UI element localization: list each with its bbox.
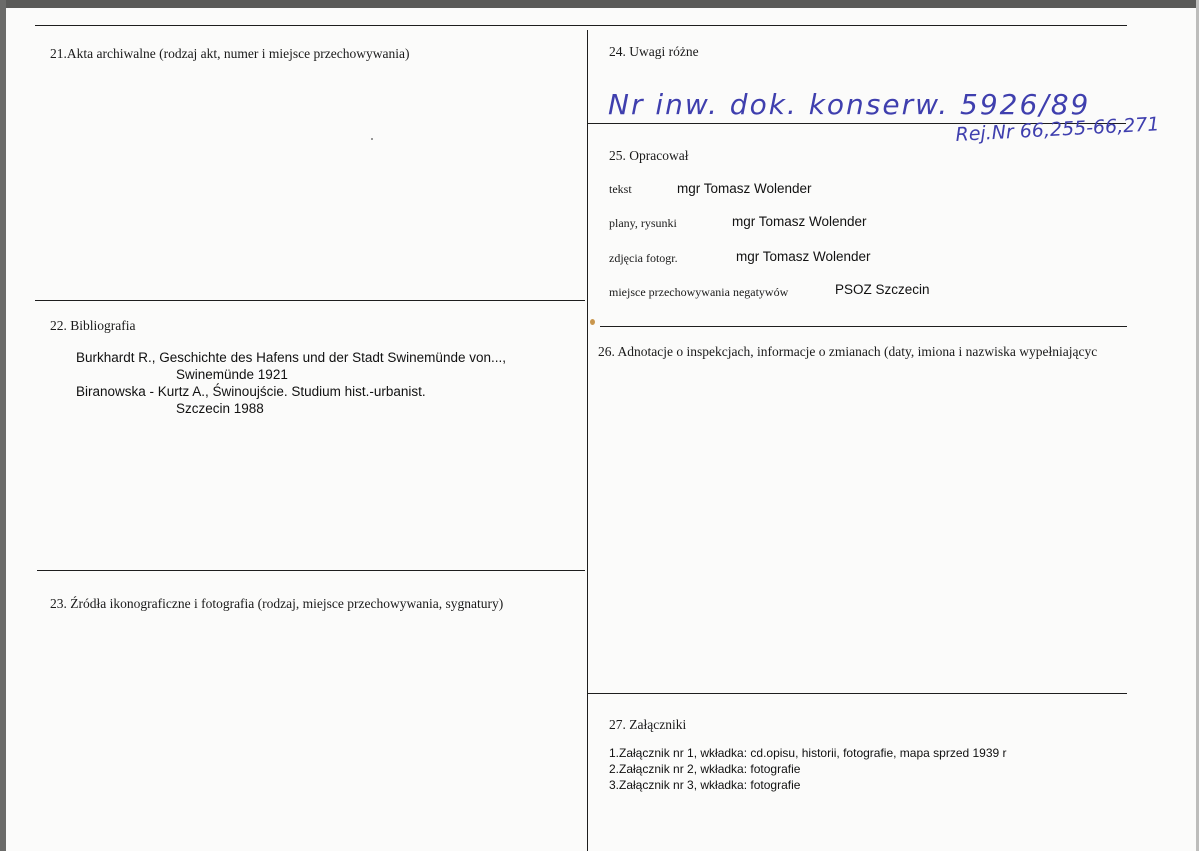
top-border-line [35,25,1127,26]
scan-edge-left [0,0,6,851]
scan-edge-top [0,0,1199,8]
section-27-label: 27. Załączniki [609,717,687,732]
divider-21-22 [35,300,585,301]
author-photos-value: mgr Tomasz Wolender [736,249,871,264]
author-text-label: tekst [609,182,632,196]
handwritten-register-note: Rej.Nr 66,255-66,271 [955,113,1160,146]
section-22-label: 22. Bibliografia [50,318,136,333]
divider-22-23 [37,570,585,571]
author-text-value: mgr Tomasz Wolender [677,181,812,196]
scan-speck [371,138,373,140]
divider-26-27 [588,693,1127,694]
section-25-label: 25. Opracował [609,148,689,163]
author-plans-label: plany, rysunki [609,216,677,230]
bibliography-line: Burkhardt R., Geschichte des Hafens und der Stadt Swinemünde von..., [76,350,506,365]
section-23-label: 23. Źródła ikonograficzne i fotografia (rodzaj, miejsce przechowywania, sygnatury) [50,596,504,611]
attachment-item: 3.Załącznik nr 3, wkładka: fotografie [609,778,801,792]
negatives-location-value: PSOZ Szczecin [835,282,930,297]
divider-25-26 [600,326,1127,327]
handwritten-inventory-note: Nr inw. dok. konserw. 5926/89 [608,88,1091,121]
attachment-item: 1.Załącznik nr 1, wkładka: cd.opisu, historii, fotografie, mapa sprzed 1939 r [609,746,1007,760]
bibliography-list [76,349,506,417]
bibliography-line: Biranowska - Kurtz A., Świnoujście. Studium hist.-urbanist. [76,384,426,399]
section-26-label: 26. Adnotacje o inspekcjach, informacje o zmianach (daty, imiona i nazwiska wypełniającyc [598,344,1098,359]
center-divider-line [587,30,588,851]
section-21-label: 21.Akta archiwalne (rodzaj akt, numer i miejsce przechowywania) [50,46,410,61]
author-photos-label: zdjęcia fotogr. [609,251,678,265]
bibliography-line: Swinemünde 1921 [176,367,288,382]
bibliography-line: Szczecin 1988 [176,401,264,416]
attachment-item: 2.Załącznik nr 2, wkładka: fotografie [609,762,801,776]
section-24-label: 24. Uwagi różne [609,44,699,59]
negatives-location-label: miejsce przechowywania negatywów [609,285,789,299]
author-plans-value: mgr Tomasz Wolender [732,214,867,229]
attachments-list [609,745,1007,793]
bibliography-entry [76,349,506,383]
scan-speck [590,319,595,325]
bibliography-entry [76,383,506,417]
